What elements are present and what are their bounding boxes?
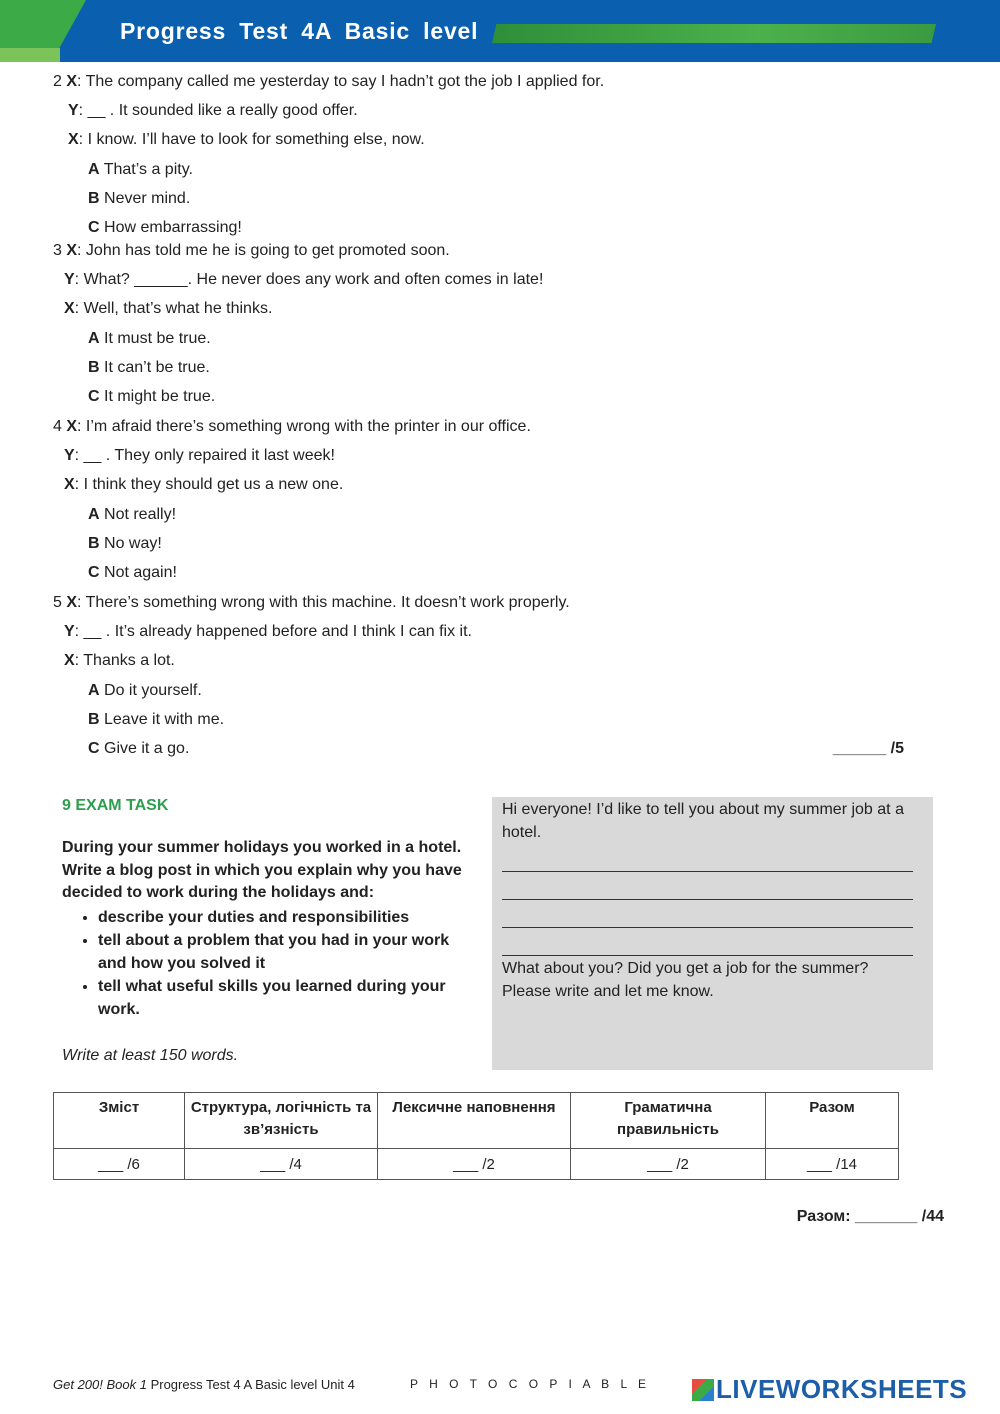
dialogue-line bbox=[64, 300, 272, 318]
header-green-bar bbox=[492, 24, 936, 43]
header-green-shade bbox=[0, 48, 60, 62]
rubric-table bbox=[53, 1092, 899, 1180]
rubric-score[interactable]: ___ /6 bbox=[54, 1149, 185, 1180]
dialogue-line bbox=[64, 623, 472, 641]
option-letter: B bbox=[88, 710, 100, 728]
option-text: It can’t be true. bbox=[99, 358, 210, 376]
question-number: 4 bbox=[53, 418, 62, 435]
speaker-label: X bbox=[66, 242, 78, 259]
answer-option[interactable] bbox=[88, 564, 177, 582]
dialogue-line bbox=[64, 652, 175, 670]
speaker-label: X bbox=[64, 300, 75, 318]
exam-task bbox=[62, 797, 482, 1064]
option-text: That’s a pity. bbox=[99, 160, 193, 178]
answer-option[interactable] bbox=[88, 190, 190, 208]
answer-option[interactable] bbox=[88, 161, 193, 179]
exam-heading: 9 EXAM TASK bbox=[62, 797, 169, 814]
footer-credit bbox=[53, 1377, 355, 1392]
dialogue-text: : What? ______. He never does any work and often comes in late! bbox=[74, 271, 544, 289]
option-letter: B bbox=[88, 358, 100, 376]
option-text: Not really! bbox=[99, 505, 177, 523]
dialogue-text: : The company called me yesterday to say I hadn’t got the job I applied for. bbox=[77, 73, 605, 90]
speaker-label: X bbox=[66, 594, 78, 611]
exam-bullets bbox=[62, 907, 482, 1022]
rubric-header: Лексичне наповнення bbox=[378, 1093, 571, 1149]
question-number: 5 bbox=[53, 594, 62, 611]
dialogue-line bbox=[64, 447, 335, 465]
dialogue-text: : I know. I’ll have to look for something else, now. bbox=[78, 131, 425, 149]
question-number: 2 bbox=[53, 73, 62, 90]
speaker-label: X bbox=[68, 131, 79, 149]
word-count-note: Write at least 150 words. bbox=[62, 1047, 239, 1064]
dialogue-line bbox=[68, 131, 425, 149]
answer-option[interactable] bbox=[88, 740, 189, 758]
writing-line[interactable] bbox=[502, 872, 913, 900]
speaker-label: X bbox=[66, 418, 78, 435]
page-header bbox=[0, 0, 1000, 62]
option-letter: A bbox=[88, 160, 100, 178]
answer-option[interactable] bbox=[88, 506, 176, 524]
dialogue-text: : __ . It’s already happened before and I think I can fix it. bbox=[74, 623, 472, 641]
speaker-label: Y bbox=[68, 102, 79, 120]
dialogue-line bbox=[53, 73, 604, 91]
dialogue-text: : __ . It sounded like a really good offer. bbox=[78, 102, 358, 120]
option-text: Never mind. bbox=[99, 189, 191, 207]
liveworksheets-cube-icon bbox=[692, 1379, 714, 1401]
rubric-score[interactable]: ___ /2 bbox=[378, 1149, 571, 1180]
speaker-label: X bbox=[64, 476, 75, 494]
option-letter: B bbox=[88, 189, 100, 207]
dialogue-text: : John has told me he is going to get promoted soon. bbox=[77, 242, 450, 259]
answer-option[interactable] bbox=[88, 388, 215, 406]
rubric-score[interactable]: ___ /2 bbox=[571, 1149, 766, 1180]
option-text: Leave it with me. bbox=[99, 710, 225, 728]
dialogue-line bbox=[68, 102, 358, 120]
liveworksheets-logo[interactable] bbox=[692, 1374, 967, 1405]
option-letter: A bbox=[88, 329, 100, 347]
total-score[interactable]: Разом: _______ /44 bbox=[796, 1208, 944, 1225]
answer-option[interactable] bbox=[88, 219, 242, 237]
dialogue-line bbox=[53, 242, 450, 260]
dialogue-line bbox=[64, 476, 343, 494]
dialogue-line bbox=[64, 271, 543, 289]
rubric-header: Структура, логічність та зв’язність bbox=[185, 1093, 378, 1149]
photocopiable-label: P H O T O C O P I A B L E bbox=[410, 1377, 651, 1391]
option-text: How embarrassing! bbox=[99, 219, 242, 236]
speaker-label: Y bbox=[64, 271, 75, 289]
dialogue-text: : __ . They only repaired it last week! bbox=[74, 447, 335, 465]
dialogue-line bbox=[53, 418, 531, 436]
option-text: Do it yourself. bbox=[99, 681, 202, 699]
brand-name: LIVEWORKSHEETS bbox=[716, 1374, 968, 1404]
exam-bullet: • tell what useful skills you learned during your work. bbox=[98, 976, 482, 1021]
blog-outro: What about you? Did you get a job for the summer? Please write and let me know. bbox=[502, 960, 869, 1000]
rubric-header: Разом bbox=[766, 1093, 899, 1149]
speaker-label: Y bbox=[64, 447, 75, 465]
page-title: Progress Test 4A Basic level bbox=[120, 18, 479, 44]
answer-option[interactable] bbox=[88, 535, 162, 553]
dialogue-line bbox=[53, 594, 570, 612]
option-letter: A bbox=[88, 681, 100, 699]
rubric-score[interactable]: ___ /14 bbox=[766, 1149, 899, 1180]
footer-text: Progress Test 4 A Basic level Unit 4 bbox=[146, 1377, 355, 1392]
option-text: Give it a go. bbox=[99, 740, 190, 757]
writing-line[interactable] bbox=[502, 928, 913, 956]
option-letter: B bbox=[88, 534, 100, 552]
rubric-header: Граматична правильність bbox=[571, 1093, 766, 1149]
option-text: Not again! bbox=[99, 564, 177, 581]
exam-bullet: • tell about a problem that you had in your work and how you solved it bbox=[98, 930, 482, 975]
exam-task-text: During your summer holidays you worked in a hotel. Write a blog post in which you explain why you have decided to work during the holidays and: bbox=[62, 839, 462, 901]
speaker-label: X bbox=[64, 652, 75, 670]
writing-line[interactable] bbox=[502, 900, 913, 928]
answer-option[interactable] bbox=[88, 682, 202, 700]
option-text: No way! bbox=[99, 534, 162, 552]
answer-option[interactable] bbox=[88, 359, 210, 377]
answer-option[interactable] bbox=[88, 330, 211, 348]
dialogue-text: : Thanks a lot. bbox=[74, 652, 175, 670]
footer-book: Get 200! Book 1 bbox=[53, 1377, 147, 1392]
rubric-header: Зміст bbox=[54, 1093, 185, 1149]
speaker-label: X bbox=[66, 73, 78, 90]
blog-intro: Hi everyone! I’d like to tell you about my summer job at a hotel. bbox=[502, 801, 904, 841]
dialogue-text: : There’s something wrong with this machine. It doesn’t work properly. bbox=[77, 594, 570, 611]
option-letter: A bbox=[88, 505, 100, 523]
question-number: 3 bbox=[53, 242, 62, 259]
option-letter: C bbox=[88, 564, 100, 581]
dialogue-text: : Well, that’s what he thinks. bbox=[74, 300, 273, 318]
option-letter: C bbox=[88, 740, 100, 757]
rubric-score[interactable]: ___ /4 bbox=[185, 1149, 378, 1180]
writing-line[interactable] bbox=[502, 844, 913, 872]
speaker-label: Y bbox=[64, 623, 75, 641]
exam-bullet: • describe your duties and responsibilities bbox=[98, 907, 482, 930]
section-score[interactable]: ______ /5 bbox=[832, 740, 904, 757]
blog-writing-box[interactable] bbox=[492, 797, 933, 1070]
answer-option[interactable] bbox=[88, 711, 224, 729]
dialogue-text: : I think they should get us a new one. bbox=[74, 476, 344, 494]
option-text: It might be true. bbox=[99, 388, 216, 405]
dialogue-text: : I’m afraid there’s something wrong with the printer in our office. bbox=[77, 418, 531, 435]
option-letter: C bbox=[88, 219, 100, 236]
option-text: It must be true. bbox=[99, 329, 211, 347]
option-letter: C bbox=[88, 388, 100, 405]
